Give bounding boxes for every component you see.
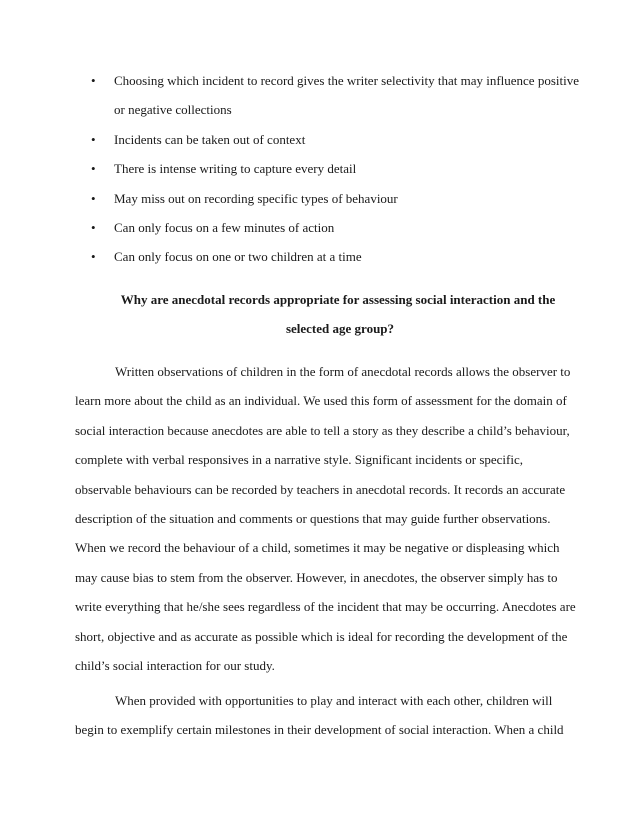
paragraph-line: Written observations of children in the form of anecdotal records allows the observer to xyxy=(115,364,571,379)
paragraph-line: social interaction because anecdotes are able to tell a story as they describe a child’s behaviour, xyxy=(75,422,570,438)
paragraph-line: begin to exemplify certain milestones in their development of social interaction. When a child xyxy=(75,722,564,738)
paragraph-line: learn more about the child as an individual. We used this form of assessment for the domain of xyxy=(75,393,567,409)
list-item-text: Incidents can be taken out of context xyxy=(114,131,306,147)
section-heading-line-2: selected age group? xyxy=(285,321,395,337)
disadvantages-list xyxy=(0,66,638,272)
list-item-text: Can only focus on a few minutes of action xyxy=(114,220,335,236)
list-item-text: There is intense writing to capture every detail xyxy=(114,161,357,177)
list-item-text: May miss out on recording specific types of behaviour xyxy=(114,190,398,206)
list-item xyxy=(0,154,638,183)
paragraph-line: short, objective and as accurate as possible which is ideal for recording the development of the xyxy=(75,628,568,644)
list-item-text-continued: or negative collections xyxy=(114,102,232,118)
section-heading xyxy=(0,285,638,344)
paragraph-line: may cause bias to stem from the observer. However, in anecdotes, the observer simply has to xyxy=(75,569,558,585)
list-item-text: Can only focus on one or two children at a time xyxy=(114,249,362,265)
paragraph-line: write everything that he/she sees regardless of the incident that may be occurring. Anecdotes are xyxy=(75,599,576,615)
paragraph-line: complete with verbal responsives in a narrative style. Significant incidents or specific, xyxy=(75,452,524,468)
body-paragraph-2 xyxy=(75,686,565,745)
list-item xyxy=(0,66,638,125)
body-paragraph-1 xyxy=(75,357,576,680)
section-heading-line-1: Why are anecdotal records appropriate for assessing social interaction and the xyxy=(120,292,556,307)
list-item xyxy=(0,125,638,154)
paragraph-line: When we record the behaviour of a child, sometimes it may be negative or displeasing which xyxy=(75,540,560,556)
list-item xyxy=(0,213,638,242)
paragraph-line: observable behaviours can be recorded by teachers in anecdotal records. It records an accurate xyxy=(75,481,566,497)
paragraph-line: child’s social interaction for our study. xyxy=(75,658,275,674)
list-item-text: Choosing which incident to record gives the writer selectivity that may influence positive xyxy=(114,73,579,88)
list-item xyxy=(0,184,638,213)
paragraph-line: description of the situation and comments or questions that may guide further observations. xyxy=(75,511,551,527)
paragraph-line: When provided with opportunities to play and interact with each other, children will xyxy=(115,693,553,708)
list-item xyxy=(0,242,638,271)
